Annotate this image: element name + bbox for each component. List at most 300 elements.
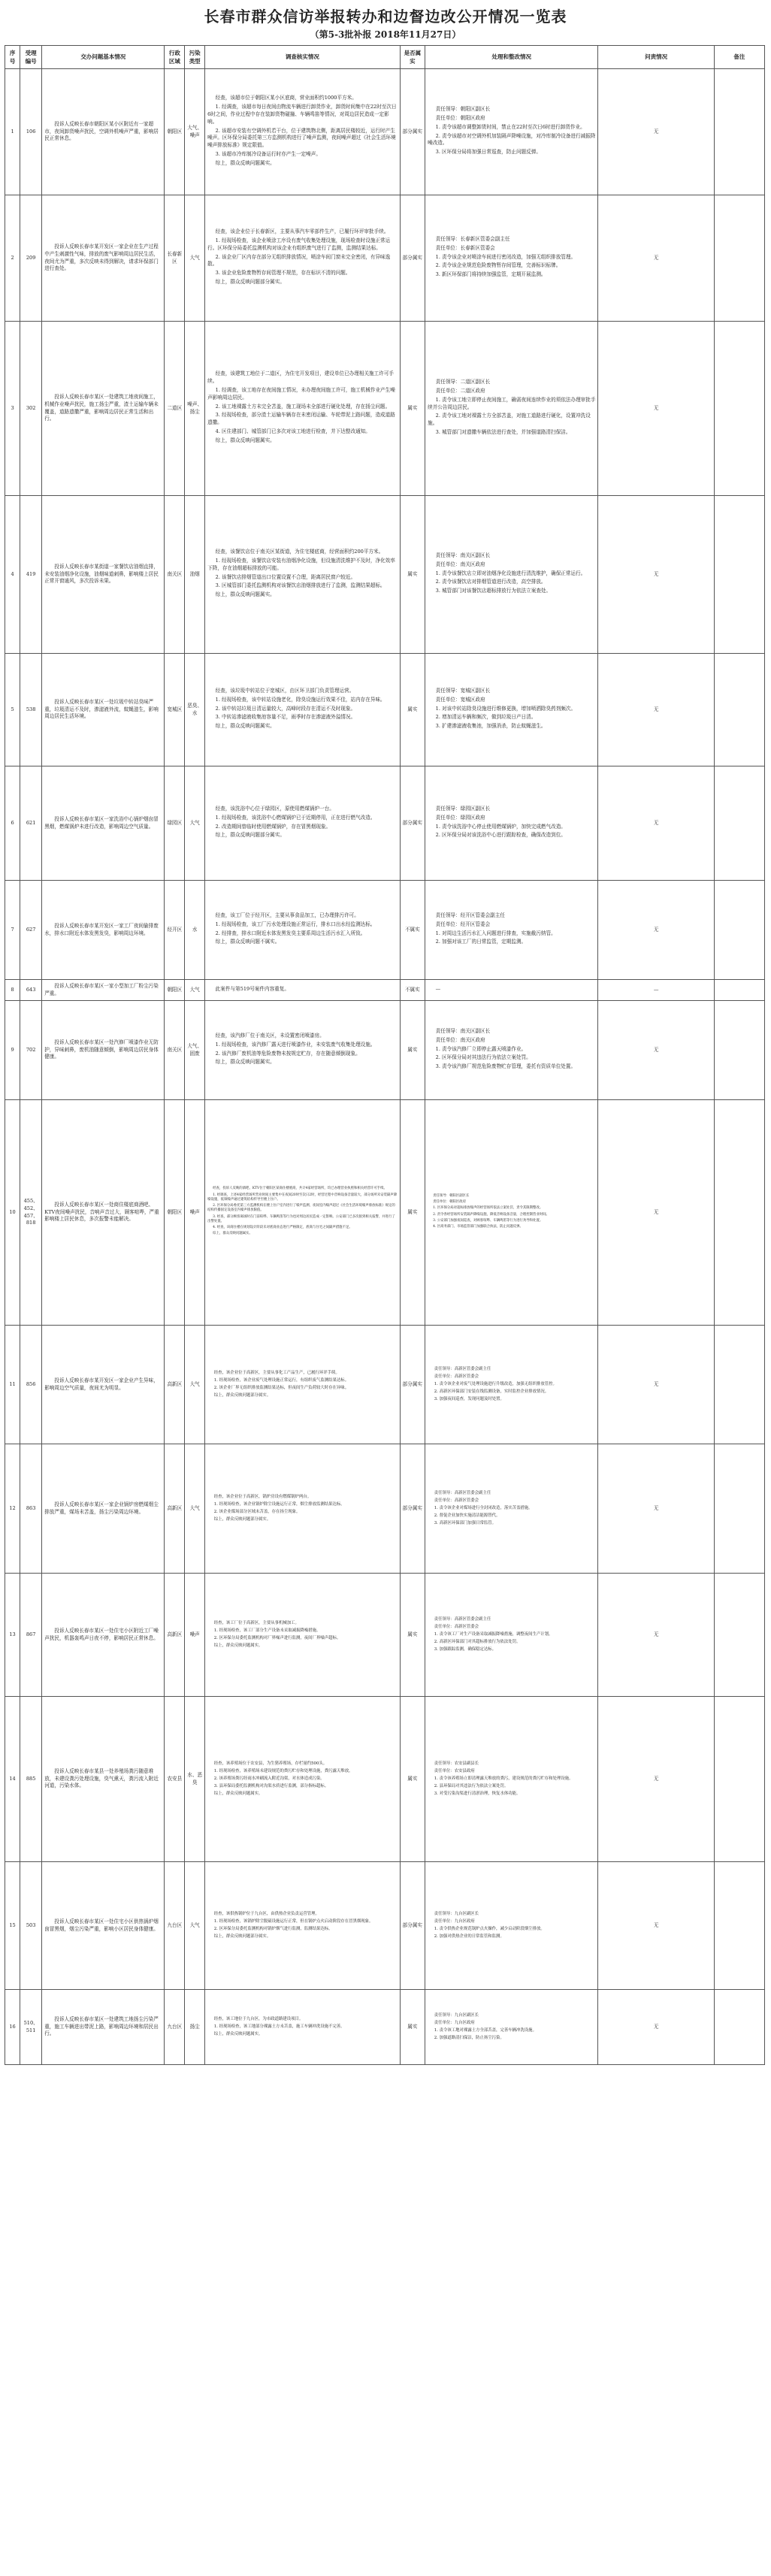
row-area: 九台区 [165,1862,185,1990]
row-investigation-paragraph: 2. 该汽修厂废机油等危险废物未按规定贮存，存在随意倾倒现象。 [215,1050,361,1057]
row-accountability: 无 [598,195,714,322]
row-investigation-paragraph: 综上，群众反映问题属实。 [215,1059,275,1066]
row-issue: 投诉人反映长春市某区一家企业锅炉房燃煤烟尘排放严重，煤场未苫盖，扬尘污染周边环境。 [42,1444,165,1574]
row-accountability: 无 [598,496,714,654]
row-area: 二道区 [165,322,185,496]
row-handling [425,654,598,766]
row-handling [425,1326,598,1444]
header-number: 受理编号 [20,46,42,69]
row-handling-paragraph: 1. 责令该企业对煤场进行全封闭改造，落实苫盖措施。 [434,1505,533,1510]
row-accountability: 无 [598,1990,714,2065]
row-verified: 属实 [400,1100,425,1326]
row-seq: 12 [5,1444,20,1574]
row-investigation-paragraph: 经查，该养殖场位于农安县，为生猪养殖场，存栏量约500头。 [213,1761,328,1766]
header-verified: 是否属实 [400,46,425,69]
row-investigation [205,1862,400,1990]
row-investigation-paragraph: 2. 区环保分局委托监测机构对锅炉烟气进行监测，监测结果达标。 [213,1926,333,1931]
row-note [714,1990,764,2065]
row-investigation-paragraph: 经查，该企业位于高新区，主要从事化工产品生产，已履行环评手续。 [213,1370,340,1375]
row-investigation-paragraph: 2. 该工地裸露土方未完全苫盖，施工现场未全部进行硬化处理，存在扬尘问题。 [215,403,391,410]
row-area: 绿园区 [165,766,185,881]
row-handling-paragraph: 责任单位：高新区管委会 [434,1624,479,1629]
row-accountability: 无 [598,69,714,195]
row-investigation-paragraph: 经查，该企业位于长春新区，主要从事汽车零部件生产，已履行环评审批手续。 [215,228,389,234]
row-investigation-paragraph: 3. 经现场检查，部分渣土运输车辆存在未密闭运输、车轮带泥上路问题，造成道路遗撒。 [207,412,395,426]
row-investigation-paragraph: 经查，该洗浴中心位于绿园区，原使用燃煤锅炉一台。 [215,805,334,812]
row-handling-paragraph: 责任单位：九台区政府 [434,2020,475,2025]
row-seq: 10 [5,1100,20,1326]
row-handling-paragraph: 责任单位：农安县政府 [434,1768,475,1773]
row-pollution: 大气 [185,1326,205,1444]
row-investigation-paragraph: 综上，群众反映问题属实。 [215,437,275,444]
row-accountability: 无 [598,1001,714,1100]
table-row [5,980,765,1001]
row-investigation [205,1100,400,1326]
row-investigation [205,980,400,1001]
row-handling-paragraph: 1. 责令该工地对裸露土方全部苫盖，完善车辆冲洗设施。 [434,2027,537,2033]
row-handling-paragraph: 责任单位：长春新区管委会 [435,244,495,251]
row-handling-paragraph: 1. 责令该工地立即停止夜间施工，确需夜间连续作业的须依法办理审批手续并公告周边居民。 [428,396,596,410]
row-investigation-paragraph: 1. 经调查，该工地存在夜间施工情况，未办理夜间施工许可，施工机械作业产生噪声影响周边居民。 [207,386,395,401]
row-investigation [205,1574,400,1697]
row-investigation-paragraph: 1. 经现场检查，该企业废气处理设施正常运行，有组织废气监测结果达标。 [213,1377,349,1383]
row-number: 455、452、457、818 [20,1100,42,1326]
row-handling-paragraph: 责任领导：南关区副区长 [435,1027,491,1034]
table-row [5,881,765,980]
row-seq: 16 [5,1990,20,2065]
row-handling-paragraph: 2. 加强对该工厂的日常监管，定期监测。 [435,939,527,945]
row-area: 长春新区 [165,195,185,322]
row-handling-paragraph: 3. 责令该汽修厂规范危险废物贮存管理，委托有资质单位处置。 [435,1063,576,1070]
row-handling-paragraph: 责任领导：高新区管委会副主任 [434,1366,491,1371]
row-note [714,1444,764,1574]
row-area: 高新区 [165,1444,185,1574]
row-handling-paragraph: 责任领导：高新区管委会副主任 [434,1490,491,1495]
row-handling-paragraph: 责任领导：南关区副区长 [435,552,491,558]
row-investigation-paragraph: 1. 经现场检查，该汽修厂露天进行喷漆作业，未安装废气收集处理设施。 [215,1041,376,1048]
row-seq: 4 [5,496,20,654]
row-investigation-paragraph: 经查，该建筑工地位于二道区，为住宅开发项目，建设单位已办理相关施工许可手续。 [207,370,395,384]
row-area: 高新区 [165,1326,185,1444]
row-investigation-paragraph: 1. 经现场检查，该中转站设施老化，除臭设施运行效果不佳，站内存在异味。 [215,696,386,703]
row-investigation-paragraph: 经查，该工地位于九台区，为市政道路建设项目。 [213,2016,304,2021]
row-accountability: 无 [598,881,714,980]
row-handling-paragraph: 责任单位：朝阳区政府 [433,1200,467,1204]
row-handling-paragraph: 1. 区环保分局对超标排放噪声的经营场所依法立案处罚，责令其限期整改。 [433,1206,543,1211]
row-investigation-paragraph: 1. 经现场检查，该工地部分裸露土方未苫盖，施工车辆冲洗设施不完善。 [213,2024,345,2029]
row-pollution: 大气 [185,195,205,322]
row-handling-paragraph: 责任单位：经开区管委会 [435,921,491,927]
row-seq: 2 [5,195,20,322]
row-investigation [205,1326,400,1444]
table-row [5,69,765,195]
row-investigation-paragraph: 综上，群众反映问题部分属实。 [215,832,285,839]
table-header-row [5,46,765,69]
row-pollution: 恶臭、水 [185,654,205,766]
table-row [5,1862,765,1990]
table-body [5,69,765,2065]
row-handling-paragraph: 1. 责令该企业对废气处理设施进行升级改造，加强无组织排放管控。 [434,1381,557,1386]
row-handling-paragraph: 3. 城管部门对该餐饮店超标排放行为依法立案查处。 [435,588,552,594]
row-area: 朝阳区 [165,980,185,1001]
table-row [5,322,765,496]
table-row [5,1100,765,1326]
row-handling-paragraph: 责任单位：朝阳区政府 [435,114,485,121]
row-investigation-paragraph: 综上，群众反映问题属实。 [213,1643,263,1648]
row-handling-paragraph: 1. 责令该工厂对生产设备采取减振降噪措施，调整夜间生产计划。 [434,1631,553,1637]
row-investigation [205,322,400,496]
header-accountability: 问责情况 [598,46,714,69]
row-number: 702 [20,1001,42,1100]
row-note [714,1862,764,1990]
row-pollution: 大气、噪声 [185,69,205,195]
row-handling-paragraph: 3. 城管部门对遗撒车辆依法进行查处，并加强道路清扫保洁。 [435,429,571,436]
row-investigation [205,654,400,766]
row-accountability: 无 [598,1100,714,1326]
row-investigation-paragraph: 2. 该超市安装有空调外机若干台，位于建筑物北侧，距离居民楼较近，运行时产生噪声。区环保分局委托第三方监测机构进行了噪声监测，夜间噪声超过《社会生活环境噪声排放标准》规定限值。 [207,127,396,149]
row-handling-paragraph: 3. 加强夜间巡查，发现问题及时处置。 [434,1396,504,1401]
row-seq: 11 [5,1326,20,1444]
row-number: 627 [20,881,42,980]
row-investigation [205,1990,400,2065]
row-investigation [205,69,400,195]
row-investigation-paragraph: 3. 该企业危险废物暂存间管理不规范，存在标识不清的问题。 [215,270,351,277]
row-handling [425,496,598,654]
row-issue: 投诉人反映长春市某区一处汽修厂喷漆作业无防护，异味刺鼻，废机油随意倾倒，影响周边居民身体健康。 [42,1001,165,1100]
row-issue: 投诉人反映长春市某开发区一家企业在生产过程中产生刺激性气味，排放的废气影响周边居民生活，夜间尤为严重，多次反映未得到解决，请求环保部门进行查处。 [42,195,165,322]
row-note [714,980,764,1001]
row-accountability: 无 [598,1444,714,1574]
row-investigation-paragraph: 经查，该工厂位于高新区，主要从事机械加工。 [213,1620,299,1625]
row-verified: 属实 [400,1001,425,1100]
row-issue: 投诉人反映长春市某区一处住宅小区附近工厂噪声扰民，机器轰鸣声日夜不停，影响居民正常休息。 [42,1574,165,1697]
row-investigation [205,1697,400,1862]
row-seq: 1 [5,69,20,195]
row-number: 863 [20,1444,42,1574]
row-investigation [205,496,400,654]
row-pollution: 水 [185,881,205,980]
row-verified: 部分属实 [400,1444,425,1574]
row-number: 621 [20,766,42,881]
row-handling-paragraph: 责任领导：绿园区副区长 [435,805,491,812]
row-handling-paragraph: 1. 责令该超市调整卸货时间，禁止在22时至次日6时进行卸货作业。 [435,123,585,130]
row-accountability: — [598,980,714,1001]
row-note [714,766,764,881]
row-note [714,1100,764,1326]
row-handling-paragraph: 2. 责令该企业规范危险废物暂存间管理，完善标识标牌。 [435,262,561,269]
row-handling-paragraph: 2. 高新区环保部门安装在线监测设备，实时监控企业排放情况。 [434,1389,549,1394]
row-handling-paragraph: 1. 责令该汽修厂立即停止露天喷漆作业。 [435,1045,527,1052]
row-handling-paragraph: 责任领导：二道区副区长 [435,378,491,385]
row-investigation-paragraph: 综上，群众反映问题属实。 [215,723,275,730]
table-row [5,195,765,322]
row-seq: 3 [5,322,20,496]
row-number: 209 [20,195,42,322]
row-investigation-paragraph: 综上，群众反映问题属实。 [213,1232,252,1236]
row-handling-paragraph: 1. 责令该洗浴中心停止使用燃煤锅炉，加快完成燃气改造。 [435,823,566,830]
row-handling-paragraph: 1. 责令供热企业规范锅炉点火操作，减少启动阶段烟尘排放。 [434,1926,545,1931]
row-handling [425,1574,598,1697]
row-handling-paragraph: 责任领导：经开区管委会副主任 [435,912,505,918]
row-number: 510、511 [20,1990,42,2065]
row-investigation-paragraph: 综上，群众反映问题部分属实。 [215,279,285,286]
row-investigation-paragraph: 2. 区环保分局委托第三方监测机构在楼上住户室内进行了噪声监测，夜间室内噪声超过《社会生活环境噪声排放标准》规定的结构传播固定设备室内噪声排放限值。 [207,1204,395,1213]
row-accountability: 无 [598,1574,714,1697]
row-investigation [205,1001,400,1100]
row-investigation-paragraph: 1. 经现场检查，该养殖场未建设规范的粪污贮存和处理设施，粪污露天堆放。 [213,1768,353,1773]
row-handling [425,980,598,1001]
row-handling-paragraph: 责任领导：九台区副区长 [434,2012,479,2018]
row-verified: 不属实 [400,881,425,980]
row-investigation-paragraph: 2. 经排查，排水口附近水体发黑发臭主要系周边生活污水汇入所致。 [215,930,366,936]
row-area: 朝阳区 [165,1100,185,1326]
row-handling-paragraph: 2. 高新区环保部门对其超标排放行为依法处罚。 [434,1639,521,1644]
row-investigation-paragraph: 2. 该企业煤场部分区域未苫盖，存在扬尘现象。 [213,1509,301,1514]
row-pollution: 油烟 [185,496,205,654]
row-handling-paragraph: 责任单位：南关区政府 [435,1036,485,1043]
row-accountability: 无 [598,654,714,766]
row-investigation-paragraph: 此案件与第519号案件内容重复。 [215,985,289,992]
row-handling-paragraph: 3. 区环保分局将加强日常巡查，防止问题反弹。 [435,149,541,156]
row-handling-paragraph: 责任领导：高新区管委会副主任 [434,1616,491,1622]
header-area: 行政区域 [165,46,185,69]
row-verified: 属实 [400,322,425,496]
table-row [5,1574,765,1697]
row-investigation-paragraph: 经查，投诉人反映的酒吧、KTV位于朝阳区某商住楼底商，共计4家经营场所，均已办理营业执照和相关经营许可手续。 [213,1187,387,1191]
row-note [714,1001,764,1100]
header-seq: 序号 [5,46,20,69]
row-investigation-paragraph: 2. 该餐饮店排烟管道出口位置设置不合理，距离居民窗户较近。 [215,573,356,580]
row-seq: 15 [5,1862,20,1990]
row-number: 503 [20,1862,42,1990]
table-row [5,654,765,766]
row-handling-paragraph: 责任领导：朝阳区副区长 [433,1193,470,1198]
row-handling-paragraph: 责任领导：农安县副县长 [434,1761,479,1766]
row-investigation-paragraph: 3. 该超市冷库制冷设备运行时亦产生一定噪声。 [215,151,321,158]
row-handling-paragraph: 2. 增加清运车辆和频次，做到垃圾日产日清。 [435,714,537,721]
row-seq: 7 [5,881,20,980]
row-investigation-paragraph: 2. 区环保分局委托监测机构对厂界噪声进行监测，夜间厂界噪声超标。 [213,1635,341,1640]
table-row [5,1697,765,1862]
page-subtitle: （第5-3批补报 2018年11月27日） [310,29,461,40]
row-investigation-paragraph: 1. 经现场检查，该工厂污水处理设施正常运行，排水口出水经监测达标。 [215,921,376,927]
row-handling [425,322,598,496]
row-handling-paragraph: 1. 责令该企业对喷涂车间进行密闭改造，加强无组织排放管理。 [435,253,576,260]
row-investigation-paragraph: 2. 改造期间曾临时使用燃煤锅炉，存在冒黑烟现象。 [215,823,331,830]
table-row [5,496,765,654]
row-handling-paragraph: 2. 责令该超市对空调外机加装隔声降噪设施，对冷库制冷设备进行减振降噪改造。 [428,132,596,147]
row-issue: 投诉人反映长春市某区一处垃圾中转站臭味严重，垃圾清运不及时，渗滤液外流，蚊蝇滋生，影响周边居民生活环境。 [42,654,165,766]
row-verified: 属实 [400,1697,425,1862]
row-area: 经开区 [165,881,185,980]
report-table [5,45,765,2065]
row-seq: 9 [5,1001,20,1100]
row-number: 643 [20,980,42,1001]
row-handling-paragraph: 责任领导：宽城区副区长 [435,687,491,694]
row-investigation-paragraph: 3. 中转站渗滤液收集池容量不足，雨季时存在渗滤液外溢情况。 [215,714,356,721]
row-number: 302 [20,322,42,496]
row-verified: 部分属实 [400,1326,425,1444]
row-issue: 投诉人反映长春市某开发区一家企业产生异味，影响周边空气质量，夜间尤为明显。 [42,1326,165,1444]
row-handling-paragraph: 责任领导：九台区副区长 [434,1911,479,1916]
row-area: 南关区 [165,1001,185,1100]
row-accountability: 无 [598,766,714,881]
row-note [714,654,764,766]
row-investigation-paragraph: 综上，群众反映问题部分属实。 [213,1516,271,1522]
row-pollution: 噪声 [185,1574,205,1697]
row-investigation-paragraph: 4. 区住建部门、城管部门已多次对该工地进行检查，并下达整改通知。 [215,428,370,435]
row-investigation-paragraph: 1. 经调查，该超市每日夜间由物流车辆进行卸货作业，卸货时间集中在22时至次日6时之间，作业过程中存在装卸货物碰撞、车辆鸣笛等情况，对周边居民造成一定影响。 [207,103,397,125]
row-issue: 投诉人反映长春市某县一处养殖场粪污随意堆放，未建设粪污处理设施，臭气熏天，粪污流入附近河道，污染水体。 [42,1697,165,1862]
row-investigation-paragraph: 1. 经现场检查，该锅炉除尘脱硫设施运行正常，但在锅炉点火启动阶段存在冒黑烟现象。 [213,1918,373,1924]
row-investigation-paragraph: 综上，群众反映问题属实。 [215,160,275,167]
row-handling-paragraph: 1. 对该中转站除臭设施进行维修更换，增加喷洒除臭药剂频次。 [435,705,576,712]
row-investigation-paragraph: 综上，群众反映问题不属实。 [215,939,280,945]
row-investigation-paragraph: 经查，该工厂位于经开区，主要从事食品加工，已办理排污许可。 [215,912,359,918]
header-note: 备注 [714,46,764,69]
table-row [5,1990,765,2065]
row-investigation-paragraph: 1. 经现场检查，该企业喷涂工序设有废气收集处理设施，现场检查时设施正常运行。区环保分局委托监测机构对该企业有组织废气进行了监测，监测结果达标。 [207,237,391,251]
row-handling-paragraph: 3. 新区环保部门将持续加强监管，定期开展监测。 [435,271,546,278]
table-row [5,766,765,881]
row-pollution: 扬尘 [185,1990,205,2065]
row-investigation-paragraph: 经查，该汽修厂位于南关区，未设置密闭喷漆房。 [215,1032,325,1039]
row-handling [425,1862,598,1990]
row-pollution: 噪声、扬尘 [185,322,205,496]
row-investigation-paragraph: 3. 区城管部门委托监测机构对该餐饮店油烟排放进行了监测，监测结果超标。 [215,582,386,589]
row-verified: 属实 [400,1990,425,2065]
table-row [5,1444,765,1574]
row-handling-paragraph: 2. 县环保局对其违法行为依法立案处罚。 [434,1783,509,1788]
row-accountability: 无 [598,322,714,496]
row-investigation-paragraph: 2. 该中转站垃圾日清运量较大，高峰时段存在清运不及时现象。 [215,705,356,712]
row-handling-paragraph: 1. 责令该餐饮店立即对油烟净化设施进行清洗维护，确保正常运行。 [435,570,586,576]
row-note [714,1326,764,1444]
row-note [714,1574,764,1697]
row-pollution: 大气、固废 [185,1001,205,1100]
row-handling-paragraph: 2. 督促企业加快实施清洁能源替代。 [434,1513,500,1518]
row-handling-paragraph: 1. 对周边生活污水汇入问题进行排查，实施截污纳管。 [435,930,556,936]
header-pollution: 污染类型 [185,46,205,69]
page-title: 长春市群众信访举报转办和边督边改公开情况一览表 [204,8,567,26]
row-handling-paragraph: 2. 责令该餐饮店对排烟管道进行改造，高空排放。 [435,579,546,585]
row-investigation-paragraph: 1. 经现场检查，该工厂部分生产设备未采取减振降噪措施。 [213,1628,321,1633]
row-investigation [205,881,400,980]
row-investigation-paragraph: 经查，该超市位于朝阳区某小区底商，营业面积约1000平方米。 [215,94,357,101]
row-area: 高新区 [165,1574,185,1697]
row-handling-paragraph: 责任领导：长春新区管委会副主任 [435,235,510,242]
row-investigation-paragraph: 3. 经查，部分顾客离场时在门前喧哗、车辆鸣笛等行为也对周边居民造成一定影响。公安部门已多次接到相关报警，并进行了出警处置。 [207,1214,395,1223]
row-verified: 不属实 [400,980,425,1001]
row-handling-paragraph: 责任单位：南关区政府 [435,561,485,567]
row-note [714,881,764,980]
row-seq: 6 [5,766,20,881]
row-accountability: 无 [598,1862,714,1990]
header-investigation: 调查核实情况 [205,46,400,69]
row-accountability: 无 [598,1697,714,1862]
row-verified: 部分属实 [400,195,425,322]
row-investigation-paragraph: 综上，群众反映问题属实。 [213,1791,263,1796]
row-handling [425,1001,598,1100]
row-note [714,69,764,195]
row-number: 419 [20,496,42,654]
row-investigation [205,1444,400,1574]
row-number: 885 [20,1697,42,1862]
row-seq: 5 [5,654,20,766]
row-handling [425,1100,598,1326]
row-accountability: 无 [598,1326,714,1444]
row-handling-paragraph: 责任单位：九台区政府 [434,1918,475,1924]
row-handling-paragraph: 1. 责令该养殖场立即清理露天堆放的粪污，建设规范的粪污贮存和处理设施。 [434,1776,573,1781]
row-pollution: 水、恶臭 [185,1697,205,1862]
row-pollution: 大气 [185,766,205,881]
row-handling [425,1990,598,2065]
row-area: 九台区 [165,1990,185,2065]
row-investigation-paragraph: 1. 经调查，上述4家经营场所营业时间主要集中在夜间20时至次日2时，经营过程中音响设备音量较大，部分场所未安装隔声降噪设施，低频噪声通过建筑结构传导至楼上住户。 [207,1193,398,1202]
row-area: 农安县 [165,1697,185,1862]
row-investigation-paragraph: 1. 经现场检查，该洗浴中心燃煤锅炉已于近期停用，正在进行燃气改造。 [215,814,376,821]
row-handling-paragraph: 2. 区环保分局对其违法行为依法立案处罚。 [435,1054,531,1061]
row-handling [425,881,598,980]
row-investigation-paragraph: 经查，该垃圾中转站位于宽城区，由区环卫部门负责管理运营。 [215,687,355,694]
row-number: 867 [20,1574,42,1697]
row-handling-paragraph: 3. 加强跟踪监测，确保稳定达标。 [434,1646,497,1652]
header-handling: 处理和整改情况 [425,46,598,69]
row-issue: 投诉人反映长春市某区一处建筑工地扬尘污染严重，施工车辆进出带泥上路，影响周边环境和居民出行。 [42,1990,165,2065]
table-row [5,1001,765,1100]
row-investigation-paragraph: 3. 县环保局委托监测机构对沟渠水质进行监测，部分指标超标。 [213,1783,329,1788]
row-handling-paragraph: 责任单位：高新区管委会 [434,1498,479,1503]
row-handling-paragraph: 责任单位：宽城区政府 [435,696,485,703]
row-pollution: 大气 [185,980,205,1001]
row-investigation-paragraph: 2. 该养殖场粪污经雨水冲刷流入附近沟渠，对水体造成污染。 [213,1776,325,1781]
row-handling-paragraph: 3. 高新区环保部门加强日常监管。 [434,1520,497,1525]
row-issue: 投诉人反映长春市某区一处商住楼底商酒吧、KTV夜间噪声扰民，音响声音过大，顾客喧哗，严重影响楼上居民休息，多次报警未能解决。 [42,1100,165,1326]
row-investigation-paragraph: 2. 该企业厂区内存在部分无组织排放情况，喷涂车间门窗未完全密闭，有异味逸散。 [207,253,391,268]
row-investigation-paragraph: 综上，群众反映问题属实。 [215,591,275,598]
row-pollution: 大气 [185,1444,205,1574]
row-note [714,322,764,496]
row-handling-paragraph: 3. 对受污染沟渠进行清淤治理，恢复水体功能。 [434,1791,521,1796]
row-pollution: 噪声 [185,1100,205,1326]
row-number: 538 [20,654,42,766]
row-investigation [205,766,400,881]
row-handling-paragraph: 4. 区商务部门、市场监管部门加强联合执法，防止问题反弹。 [433,1225,523,1229]
row-handling [425,1444,598,1574]
row-seq: 13 [5,1574,20,1697]
row-handling [425,766,598,881]
row-handling-paragraph: — [435,985,441,992]
row-issue: 投诉人反映长春市某街道一家餐饮店油烟直排，未安装油烟净化设施，油烟味道刺鼻，影响楼上居民正常开窗通风，多次投诉未果。 [42,496,165,654]
row-handling-paragraph: 责任单位：绿园区政府 [435,814,485,821]
row-note [714,1697,764,1862]
row-investigation-paragraph: 经查，该餐饮店位于南关区某街道，为住宅楼底商，经营面积约200平方米。 [215,548,384,555]
row-handling-paragraph: 责任单位：二道区政府 [435,387,485,394]
row-verified: 属实 [400,496,425,654]
row-seq: 8 [5,980,20,1001]
row-investigation-paragraph: 4. 经查，该商住楼在规划设计阶段未对底商业态进行严格限定，底商与住宅之间隔声措施不足。 [213,1226,352,1230]
row-issue: 投诉人反映长春市某区一家洗浴中心锅炉烟囱冒黑烟，燃煤锅炉未进行改造，影响周边空气质量。 [42,766,165,881]
row-investigation-paragraph: 1. 经现场检查，该餐饮店安装有油烟净化设施，但设施清洗维护不及时，净化效率下降，存在油烟超标排放的可能。 [207,557,395,571]
row-handling-paragraph: 责任单位：高新区管委会 [434,1374,479,1379]
row-handling-paragraph: 2. 加强对供热企业的日常监管和监测。 [434,1934,504,1939]
row-handling-paragraph: 2. 加强道路清扫保洁，防止扬尘污染。 [434,2035,504,2040]
row-handling-paragraph: 3. 扩建渗滤液收集池，加强消杀，防止蚊蝇滋生。 [435,723,546,730]
row-handling [425,195,598,322]
row-verified: 部分属实 [400,69,425,195]
row-investigation-paragraph: 综上，群众反映问题部分属实。 [213,1392,271,1398]
row-area: 朝阳区 [165,69,185,195]
